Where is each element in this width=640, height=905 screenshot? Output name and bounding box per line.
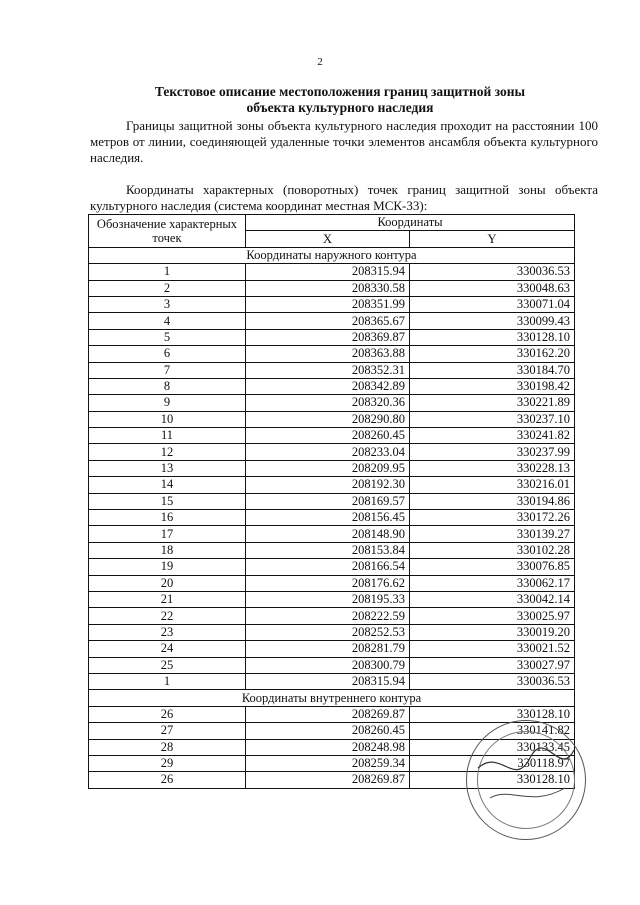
coord-x: 208259.34 xyxy=(246,755,410,771)
point-number: 17 xyxy=(89,526,246,542)
inner-contour-header xyxy=(89,690,575,706)
coord-y: 330228.13 xyxy=(410,460,575,476)
coord-y: 330048.63 xyxy=(410,280,575,296)
point-number: 16 xyxy=(89,510,246,526)
coord-y: 330221.89 xyxy=(410,395,575,411)
coordinates-table xyxy=(88,214,575,789)
table-row xyxy=(89,526,575,542)
coord-y: 330021.52 xyxy=(410,641,575,657)
coord-y: 330071.04 xyxy=(410,296,575,312)
coord-x: 208315.94 xyxy=(246,673,410,689)
coord-x: 208148.90 xyxy=(246,526,410,542)
coord-x: 208320.36 xyxy=(246,395,410,411)
point-number: 15 xyxy=(89,493,246,509)
coord-x: 208352.31 xyxy=(246,362,410,378)
coord-y: 330216.01 xyxy=(410,477,575,493)
coord-x: 208260.45 xyxy=(246,723,410,739)
coord-y: 330241.82 xyxy=(410,428,575,444)
header-y: Y xyxy=(410,231,575,247)
coord-x: 208169.57 xyxy=(246,493,410,509)
table-row xyxy=(89,641,575,657)
point-number: 7 xyxy=(89,362,246,378)
coord-x: 208252.53 xyxy=(246,624,410,640)
coord-y: 330062.17 xyxy=(410,575,575,591)
outer-contour-header xyxy=(89,247,575,263)
coord-y: 330025.97 xyxy=(410,608,575,624)
point-number: 6 xyxy=(89,346,246,362)
coord-x: 208222.59 xyxy=(246,608,410,624)
coord-x: 208248.98 xyxy=(246,739,410,755)
point-number: 14 xyxy=(89,477,246,493)
coord-y: 330128.10 xyxy=(410,329,575,345)
table-row xyxy=(89,657,575,673)
point-number: 9 xyxy=(89,395,246,411)
coord-x: 208166.54 xyxy=(246,559,410,575)
coord-x: 208351.99 xyxy=(246,296,410,312)
table-row xyxy=(89,460,575,476)
table-row xyxy=(89,706,575,722)
coord-y: 330139.27 xyxy=(410,526,575,542)
table-row xyxy=(89,591,575,607)
coordinates-intro: Координаты характерных (поворотных) точек границ защитной зоны объекта культурного наследия (система координат местная МСК-33): xyxy=(90,182,598,213)
point-number: 27 xyxy=(89,723,246,739)
coord-y: 330118.97 xyxy=(410,755,575,771)
coord-x: 208369.87 xyxy=(246,329,410,345)
table-row xyxy=(89,673,575,689)
table-row xyxy=(89,575,575,591)
coord-x: 208330.58 xyxy=(246,280,410,296)
coord-y: 330237.99 xyxy=(410,444,575,460)
coord-x: 208281.79 xyxy=(246,641,410,657)
table-row xyxy=(89,280,575,296)
coord-x: 208192.30 xyxy=(246,477,410,493)
coord-y: 330036.53 xyxy=(410,673,575,689)
boundary-description: Границы защитной зоны объекта культурного наследия проходит на расстоянии 100 метров от линии, соединяющей удаленные точки элементов ансамбля объекта культурного наследия. xyxy=(90,118,598,165)
coord-y: 330237.10 xyxy=(410,411,575,427)
coord-x: 208290.80 xyxy=(246,411,410,427)
table-row xyxy=(89,510,575,526)
coord-y: 330172.26 xyxy=(410,510,575,526)
table-row xyxy=(89,329,575,345)
point-number: 20 xyxy=(89,575,246,591)
header-designation: Обозначение характерных точек xyxy=(89,215,246,248)
coord-y: 330184.70 xyxy=(410,362,575,378)
coord-x: 208233.04 xyxy=(246,444,410,460)
coord-x: 208209.95 xyxy=(246,460,410,476)
coord-x: 208300.79 xyxy=(246,657,410,673)
coord-y: 330036.53 xyxy=(410,264,575,280)
coord-y: 330102.28 xyxy=(410,542,575,558)
table-row xyxy=(89,444,575,460)
point-number: 12 xyxy=(89,444,246,460)
point-number: 29 xyxy=(89,755,246,771)
point-number: 24 xyxy=(89,641,246,657)
point-number: 3 xyxy=(89,296,246,312)
table-row xyxy=(89,428,575,444)
point-number: 8 xyxy=(89,378,246,394)
table-row xyxy=(89,264,575,280)
point-number: 13 xyxy=(89,460,246,476)
coord-y: 330076.85 xyxy=(410,559,575,575)
coord-x: 208315.94 xyxy=(246,264,410,280)
point-number: 22 xyxy=(89,608,246,624)
coord-y: 330019.20 xyxy=(410,624,575,640)
coord-x: 208365.67 xyxy=(246,313,410,329)
table-row xyxy=(89,624,575,640)
table-row xyxy=(89,296,575,312)
point-number: 28 xyxy=(89,739,246,755)
coord-x: 208269.87 xyxy=(246,706,410,722)
coord-y: 330194.86 xyxy=(410,493,575,509)
point-number: 19 xyxy=(89,559,246,575)
table-row xyxy=(89,411,575,427)
point-number: 5 xyxy=(89,329,246,345)
point-number: 23 xyxy=(89,624,246,640)
point-number: 1 xyxy=(89,264,246,280)
coord-y: 330162.20 xyxy=(410,346,575,362)
coord-y: 330141.82 xyxy=(410,723,575,739)
point-number: 21 xyxy=(89,591,246,607)
title-line-2: объекта культурного наследия xyxy=(246,100,434,115)
coord-x: 208195.33 xyxy=(246,591,410,607)
outer-contour-header-label: Координаты наружного контура xyxy=(89,247,575,263)
table-row xyxy=(89,542,575,558)
coord-x: 208156.45 xyxy=(246,510,410,526)
coord-x: 208153.84 xyxy=(246,542,410,558)
signature xyxy=(470,728,580,828)
table-row xyxy=(89,378,575,394)
coord-x: 208176.62 xyxy=(246,575,410,591)
header-coordinates: Координаты xyxy=(246,215,575,231)
table-row xyxy=(89,608,575,624)
table-row xyxy=(89,362,575,378)
table-row xyxy=(89,346,575,362)
table-row xyxy=(89,313,575,329)
table-row xyxy=(89,395,575,411)
coord-y: 330042.14 xyxy=(410,591,575,607)
coord-y: 330128.10 xyxy=(410,772,575,788)
coord-x: 208363.88 xyxy=(246,346,410,362)
title-line-1: Текстовое описание местоположения границ защитной зоны xyxy=(154,84,526,99)
table-row xyxy=(89,477,575,493)
coord-x: 208342.89 xyxy=(246,378,410,394)
point-number: 26 xyxy=(89,772,246,788)
point-number: 2 xyxy=(89,280,246,296)
point-number: 4 xyxy=(89,313,246,329)
point-number: 1 xyxy=(89,673,246,689)
inner-contour-header-label: Координаты внутреннего контура xyxy=(89,690,575,706)
coord-y: 330128.10 xyxy=(410,706,575,722)
coord-x: 208269.87 xyxy=(246,772,410,788)
coord-y: 330133.45 xyxy=(410,739,575,755)
point-number: 26 xyxy=(89,706,246,722)
table-row xyxy=(89,493,575,509)
coord-y: 330099.43 xyxy=(410,313,575,329)
coord-y: 330198.42 xyxy=(410,378,575,394)
coord-x: 208260.45 xyxy=(246,428,410,444)
point-number: 10 xyxy=(89,411,246,427)
header-x: X xyxy=(246,231,410,247)
point-number: 11 xyxy=(89,428,246,444)
page-number: 2 xyxy=(317,56,323,68)
point-number: 18 xyxy=(89,542,246,558)
coord-y: 330027.97 xyxy=(410,657,575,673)
table-row xyxy=(89,559,575,575)
point-number: 25 xyxy=(89,657,246,673)
document-title xyxy=(60,84,620,116)
